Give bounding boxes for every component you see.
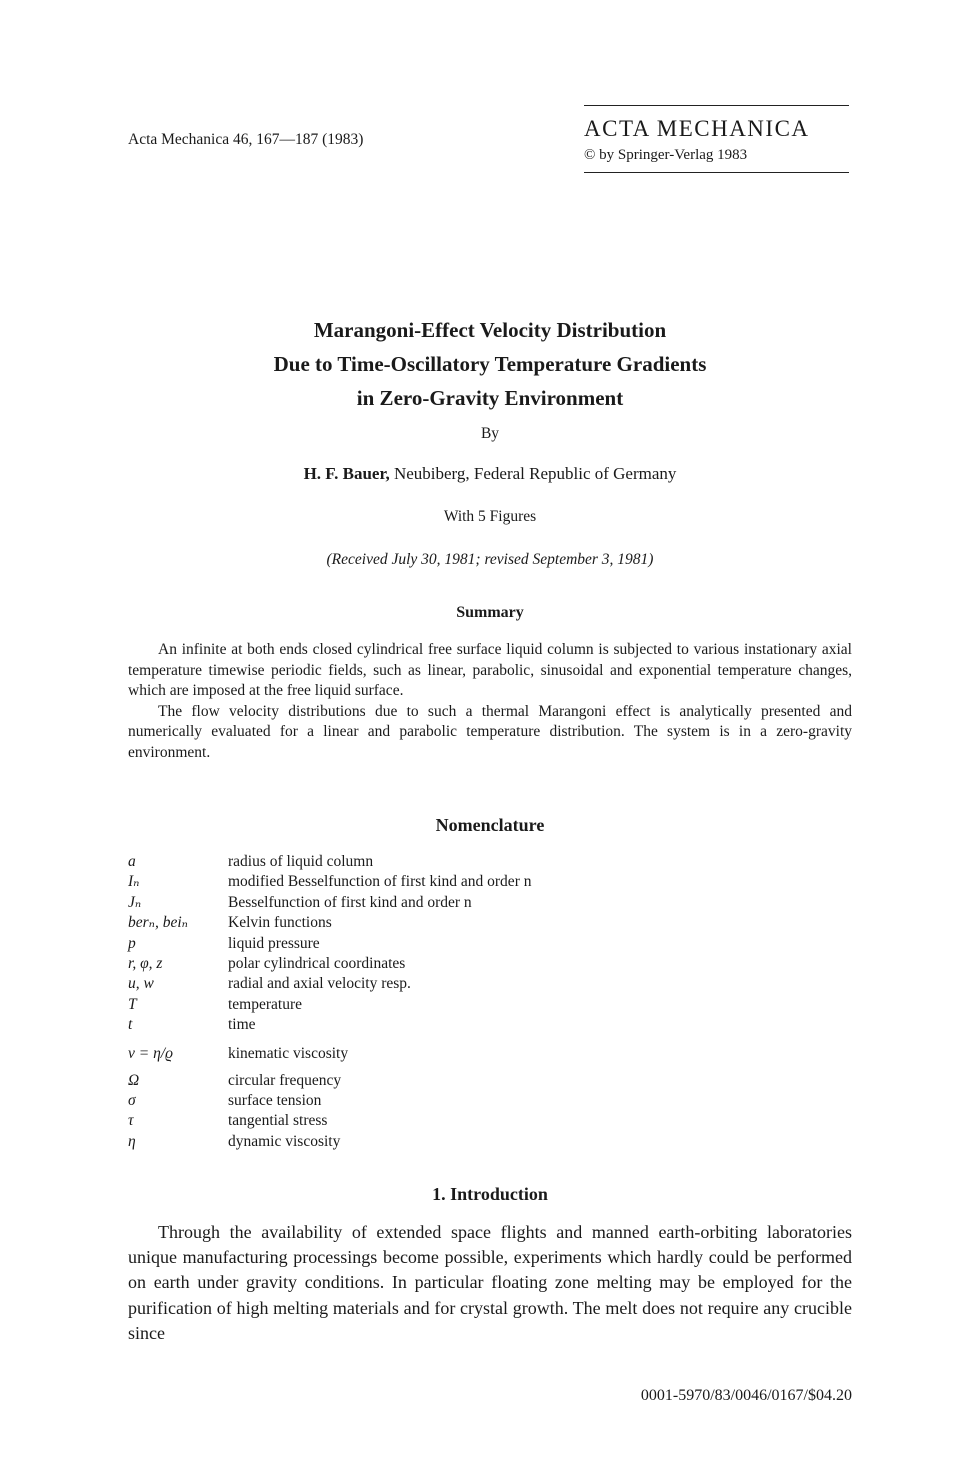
nomenclature-description: time [228,1016,256,1034]
nomenclature-item [128,852,828,872]
summary-body [128,640,852,763]
nomenclature-description: polar cylindrical coordinates [228,954,406,972]
nomenclature-symbol: Jₙ [128,893,142,911]
nomenclature-symbol: a [128,853,136,870]
nomenclature-item [128,995,828,1015]
title-line: in Zero-Gravity Environment [356,386,624,410]
nomenclature-description: temperature [228,995,303,1013]
nomenclature-symbol: r, φ, z [128,954,163,972]
nomenclature-symbol: p [128,934,136,952]
summary-paragraph: An infinite at both ends closed cylindrical free surface liquid column is subjected to various instationary axial temperature timewise periodic fields, such as linear, parabolic, sinusoidal and exponential temperature changes, which are imposed at the free liquid surface. [128,641,852,699]
nomenclature-list [128,852,828,1152]
nomenclature-symbol: σ [128,1091,136,1109]
nomenclature-item [128,893,828,913]
nomenclature-item [128,872,828,892]
nomenclature-symbol: η [128,1132,136,1150]
title-line: Due to Time-Oscillatory Temperature Gradients [273,352,707,376]
nomenclature-description: surface tension [228,1091,322,1109]
nomenclature-symbol: t [128,1016,133,1034]
nomenclature-item [128,1132,828,1152]
nomenclature-heading: Nomenclature [435,815,545,835]
top-rule [584,105,849,106]
introduction-paragraph: Through the availability of extended space flights and manned earth-orbiting laboratories unique manufacturing processings become possible, experiments which hardly could be performed on earth under gravity conditions. In particular floating zone melting may be employed for the purification of high melting materials and for crystal growth. The melt does not require any crucible since [128,1222,852,1343]
author-affiliation: Neubiberg, Federal Republic of Germany [389,464,677,483]
nomenclature-item [128,913,828,933]
received-dates: (Received July 30, 1981; revised September 3, 1981) [326,551,654,568]
author-name: H. F. Bauer, [303,464,390,483]
introduction-body [128,1220,852,1346]
copyright-line: © by Springer-Verlag 1983 [584,147,748,163]
nomenclature-item [128,934,828,954]
nomenclature-item [128,1015,828,1035]
nomenclature-symbol: τ [128,1112,134,1130]
nomenclature-description: dynamic viscosity [228,1132,341,1150]
author-line [128,464,852,484]
paper-title [128,313,852,415]
nomenclature-description: Besselfunction of first kind and order n [228,893,472,911]
summary-paragraph: The flow velocity distributions due to such a thermal Marangoni effect is analytically presented and numerically evaluated for a linear and parabolic temperature distribution. The system is in a zero-gravity environment. [128,702,852,761]
nomenclature-description: radial and axial velocity resp. [228,975,411,993]
journal-masthead [584,105,849,173]
nomenclature-symbol: berₙ, beiₙ [128,914,188,932]
nomenclature-symbol: ν = η/ϱ [128,1044,173,1062]
nomenclature-description: liquid pressure [228,934,320,952]
nomenclature-description: Kelvin functions [228,914,332,932]
nomenclature-symbol: u, w [128,975,154,993]
nomenclature-item [128,1036,828,1071]
figures-note: With 5 Figures [443,508,537,525]
nomenclature-symbol: Iₙ [128,873,140,891]
nomenclature-description: modified Besselfunction of first kind and order n [228,873,532,891]
nomenclature-item [128,974,828,994]
journal-citation: Acta Mechanica 46, 167—187 (1983) [128,131,364,148]
nomenclature-description: circular frequency [228,1071,342,1089]
nomenclature-item [128,954,828,974]
by-line: By [480,425,500,442]
title-line: Marangoni-Effect Velocity Distribution [313,318,667,342]
nomenclature-item [128,1111,828,1131]
summary-heading: Summary [456,604,524,621]
section-heading: 1. Introduction [432,1184,548,1204]
bottom-rule [584,172,849,173]
nomenclature-description: kinematic viscosity [228,1044,349,1062]
nomenclature-item [128,1071,828,1091]
doi-code: 0001-5970/83/0046/0167/$04.20 [640,1387,852,1404]
journal-name: ACTA MECHANICA [584,116,810,141]
nomenclature-item [128,1091,828,1111]
nomenclature-symbol: Ω [128,1071,140,1089]
nomenclature-symbol: T [128,995,137,1013]
nomenclature-description: tangential stress [228,1112,328,1130]
nomenclature-description: radius of liquid column [228,853,374,870]
